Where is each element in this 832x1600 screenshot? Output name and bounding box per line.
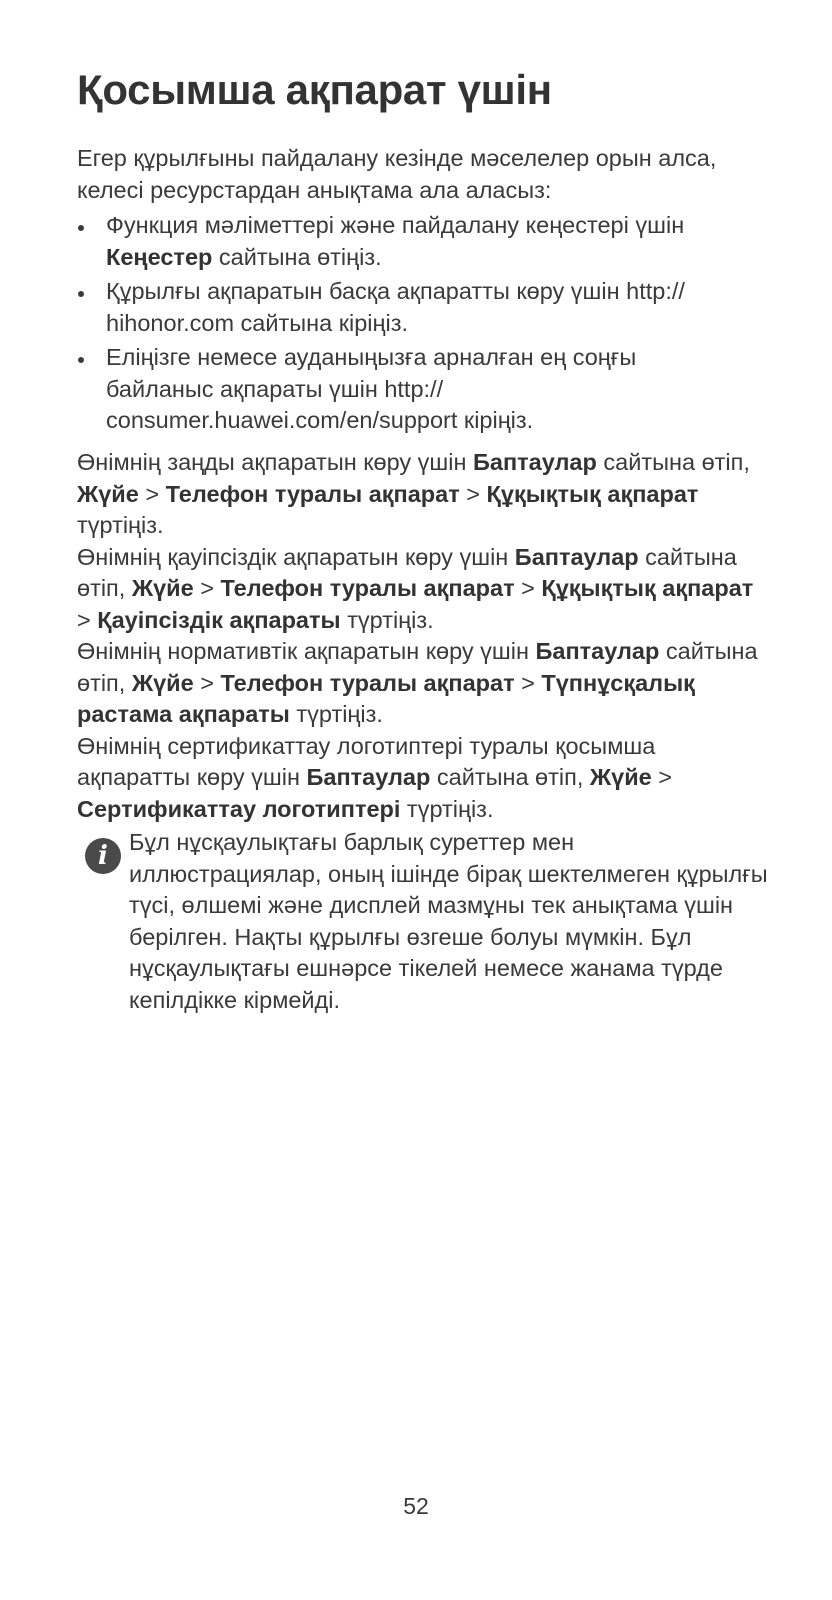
bullet-dot-icon — [78, 291, 84, 297]
legal-info-paragraph: Өнімнің заңды ақпаратын көру үшін Баптаулар сайтына өтіп, Жүйе > Телефон туралы ақпарат > Құқықтық ақпарат түртіңіз. — [77, 449, 750, 538]
bullet-dot-icon — [78, 225, 84, 231]
disclaimer-note — [77, 827, 767, 1016]
disclaimer-text: Бұл нұсқаулықтағы барлық суреттер мен иллюстрациялар, оның ішінде бірақ шектелмеген құрылғы түсі, өлшемі және дисплей мазмұны тек анықтама үшін берілген. Нақты құрылғы өзгеше болуы мүмкін. Бұл нұсқаулықтағы ешнәрсе тікелей немесе жанама түрде кепілдікке кірмейді. — [129, 829, 768, 1013]
regulatory-info-paragraph: Өнімнің нормативтік ақпаратын көру үшін Баптаулар сайтына өтіп, Жүйе > Телефон туралы ақпарат > Түпнұсқалық растама ақпараты түртіңіз. — [77, 638, 758, 727]
safety-info-paragraph: Өнімнің қауіпсіздік ақпаратын көру үшін Баптаулар сайтына өтіп, Жүйе > Телефон туралы ақпарат > Құқықтық ақпарат > Қауіпсіздік ақпараты түртіңіз. — [77, 543, 754, 633]
page-number: 52 — [403, 1493, 429, 1519]
list-item: Құрылғы ақпаратын басқа ақпаратты көру үшін http:// hihonor.com сайтына кіріңіз. — [77, 276, 767, 339]
certification-info-paragraph: Өнімнің сертификаттау логотиптері туралы қосымша ақпаратты көру үшін Баптаулар сайтына өтіп, Жүйе > Сертификаттау логотиптері түртіңіз. — [77, 732, 672, 822]
page-title: Қосымша ақпарат үшін — [77, 66, 552, 113]
resource-list — [77, 210, 767, 440]
info-icon: i — [85, 838, 121, 874]
list-item: Еліңізге немесе ауданыңызға арналған ең соңғы байланыс ақпараты үшін http:// consumer.huawei.com/en/support кіріңіз. — [77, 342, 767, 437]
tips-label: Кеңестер — [106, 243, 213, 270]
list-item: Функция мәліметтері және пайдалану кеңестері үшін Кеңестер сайтына өтіңіз. — [77, 210, 767, 273]
bullet-dot-icon — [78, 357, 84, 363]
intro-paragraph: Егер құрылғыны пайдалану кезінде мәселелер орын алса, келесі ресурстардан анықтама ала аласыз: — [77, 145, 717, 203]
instructions — [77, 447, 767, 825]
